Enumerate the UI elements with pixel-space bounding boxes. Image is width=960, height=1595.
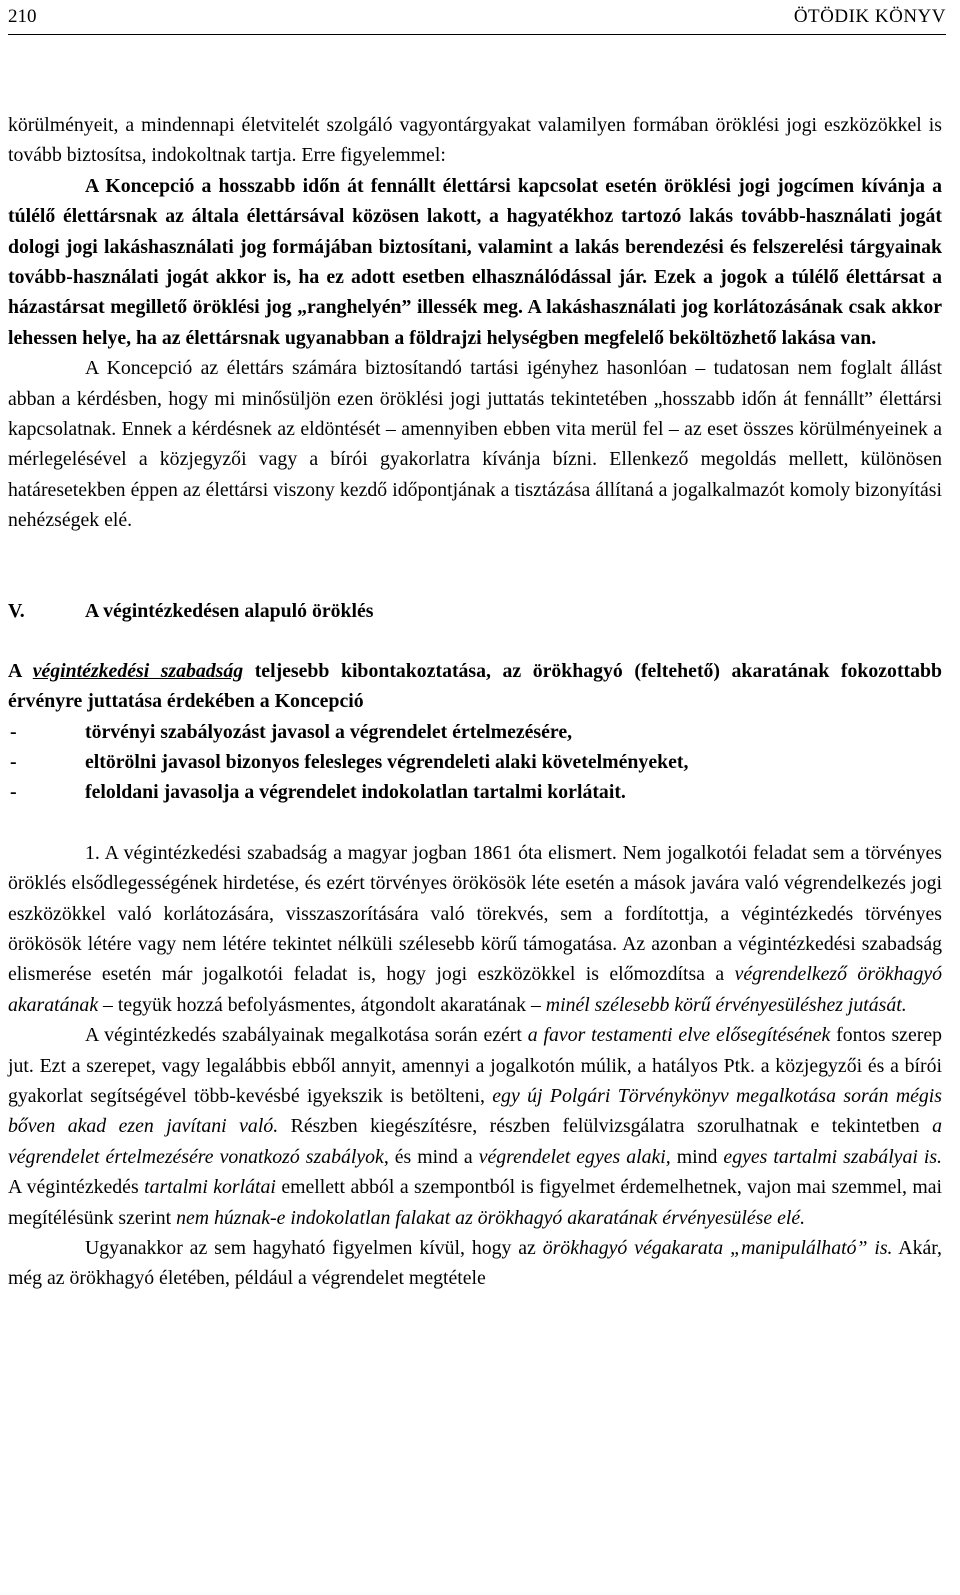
paragraph-3 (8, 353, 942, 535)
list-item: - eltörölni javasol bizonyos felesleges végrendeleti alaki követelményeket, (10, 750, 689, 773)
paragraph-3-text: A Koncepció az élettárs számára biztosítandó tartási igényhez hasonlóan – tudatosan nem foglalt állást abban a kérdésben, hogy mi minősüljön ezen öröklési jogi juttatás tekintetében „hosszabb időn át fennállt” élettársi kapcsolatnak. Ennek a kérdésnek az eldöntését – amennyiben ebben vita merül fel – az eset összes körülményeinek a mérlegelésével a közjegyzői vagy a bírói gyakorlatra kívánja bízni. Ellenkező megoldás mellett, különösen határesetekben éppen az élettársi viszony kezdő időpontjának a tisztázása állítaná a jogalkalmazót komoly bizonyítási nehézségek elé. (8, 357, 942, 532)
paragraph-4 (8, 656, 942, 717)
paragraph-5-emphasis-2: minél szélesebb körű érvényesüléshez jutását. (545, 993, 907, 1016)
spacer (8, 626, 942, 656)
paragraph-2-text: A Koncepció a hosszabb időn át fennállt élettársi kapcsolat esetén öröklési jogi jogcímen kívánja a túlélő élettársnak az általa élettársával közösen lakott, a hagyatékhoz tartozó lakás tovább-használati jogát dologi jogi lakáshasználati jog formájában biztosítani, valamint a lakás berendezési és felszerelési tárgyainak tovább-használati jogát akkor is, ha ez adott esetben elhasználódással jár. Ezek a jogok a túlélő élettársat a házastársat megillető öröklési jog „ranghelyén” illessék meg. A lakáshasználati jog korlátozásának csak akkor lehessen helye, ha az élettársnak ugyanabban a földrajzi helységben megfelelő beköltözhető lakása van. (8, 174, 942, 349)
page-header (8, 4, 946, 35)
paragraph-5-emphasis: végrendelkező örökhagyó akaratának (8, 963, 943, 1016)
paragraph-2 (8, 171, 942, 353)
paragraph-5-text-2: – tegyük hozzá befolyásmentes, átgondolt akaratának – (98, 993, 546, 1016)
paragraph-5 (8, 838, 942, 1020)
page-number: 210 (8, 6, 37, 27)
spacer (8, 536, 942, 592)
paragraph-5-text: 1. A végintézkedési szabadság a magyar jogban 1861 óta elismert. Nem jogalkotói feladat sem a törvényes öröklés elsődlegességének hirdetése, és ezért törvényes örökösök léte esetén a mások javára való végrendelkezés jogi eszközökkel való korlátozására, visszaszorítására való törekvés, sem a fordítottja, a végintézkedés törvényes örökösök létére vagy nem létére tekintet nélküli szélesebb körű támogatása. Az azonban a végintézkedési szabadság elismerése esetén már jogalkotói feladat is, hogy jogi eszközökkel is előmozdítsa a (8, 841, 942, 986)
list-item: - feloldani javasolja a végrendelet indokolatlan tartalmi korlátait. (10, 781, 626, 804)
paragraph-6: A végintézkedés szabályainak megalkotása során ezért a favor testamenti elve elősegítésének fontos szerep jut. Ezt a szerepet, vagy legalábbis ebből annyit, amennyi a jogalkotón múlik, a hatályos Ptk. a közjegyzői és a bírói gyakorlat segítségével több-kevésbé igyekszik is betölteni, egy új Polgári Törvénykönyv megalkotása során mégis bőven akad ezen javítani való. Részben kiegészítésre, részben felülvizsgálatra szorulhatnak e tekintetben a végrendelet értelmezésére vonatkozó szabályok, és mind a végrendelet egyes alaki, mind egyes tartalmi szabályai is. A végintézkedés tartalmi korlátai emellett abból a szempontból is figyelmet érdemelhetnek, vajon mai szemmel, mai megítélésünk szerint nem húznak-e indokolatlan falakat az örökhagyó akaratának érvényesülése elé. (8, 1024, 943, 1229)
paragraph-4-text-2: teljesebb kibontakoztatása, az örökhagyó (feltehető) akaratának fokozottabb érvényre juttatása érdekében a Koncepció (8, 659, 943, 713)
paragraph-7: Ugyanakkor az sem hagyható figyelmen kívül, hogy az örökhagyó végakarata „manipulálható” is. Akár, még az örökhagyó életében, például a végrendelet megtétele (8, 1237, 942, 1290)
section-number: V. (8, 599, 25, 622)
paragraph-1 (8, 110, 942, 171)
section-heading (8, 596, 942, 626)
running-title: ÖTÖDIK KÖNYV (793, 6, 946, 27)
list-item: - törvényi szabályozást javasol a végrendelet értelmezésére, (10, 720, 573, 743)
paragraph-1-text: körülményeit, a mindennapi életvitelét szolgáló vagyontárgyakat valamilyen formában öröklési jogi eszközökkel is tovább biztosítsa, indokoltnak tartja. Erre figyelemmel: (8, 114, 942, 167)
spacer (8, 808, 942, 838)
proposal-list (8, 717, 942, 808)
paragraph-4-text: A (8, 659, 33, 682)
page-body (8, 110, 942, 1294)
paragraph-4-emphasis: végintézkedési szabadság (32, 659, 244, 682)
section-title: A végintézkedésen alapuló öröklés (85, 599, 374, 622)
